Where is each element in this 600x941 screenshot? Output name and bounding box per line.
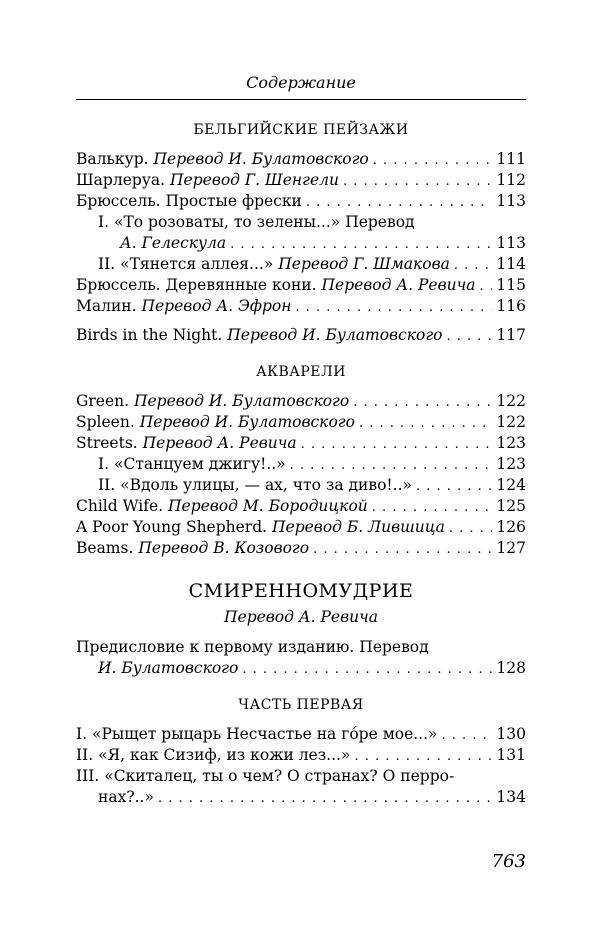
toc-entry[interactable]: [76, 724, 526, 745]
entry-translator: Перевод А. Ревича: [321, 276, 476, 294]
table-of-contents: [76, 120, 526, 808]
leader-dots: [449, 518, 493, 539]
leader-dots: [354, 746, 492, 767]
entry-page: 122: [496, 413, 526, 431]
entry-title: I. «Станцуем джигу!..»: [98, 455, 286, 473]
toc-entry-first-line[interactable]: [76, 766, 526, 787]
running-head: Содержание: [246, 73, 356, 92]
entry-translator: Перевод М. Бородицкой: [168, 497, 368, 515]
toc-entry-first-line[interactable]: [76, 212, 526, 233]
toc-entry[interactable]: [76, 433, 526, 454]
entry-title: Брюссель. Деревянные кони.: [76, 276, 317, 294]
entry-translator: Перевод И. Булатовского: [153, 150, 369, 168]
toc-entry[interactable]: [76, 538, 526, 559]
toc-entry-continuation[interactable]: [76, 787, 526, 808]
section-title-belgian: БЕЛЬГИЙСКИЕ ПЕЙЗАЖИ: [193, 122, 409, 138]
entry-page: 128: [496, 659, 526, 677]
leader-dots: [343, 171, 492, 192]
toc-entry-continuation[interactable]: [76, 658, 526, 679]
entry-translator: Перевод И. Булатовского: [133, 392, 350, 410]
leader-dots: [454, 255, 493, 276]
entry-page: 117: [496, 326, 526, 344]
toc-entry[interactable]: [76, 254, 526, 275]
entry-page: 126: [496, 518, 526, 536]
toc-entry-first-line[interactable]: [76, 637, 526, 658]
entry-page: 130: [496, 725, 526, 743]
leader-dots: [313, 539, 492, 560]
entry-title: II. «Я, как Сизиф, из кожи лез...»: [76, 746, 351, 764]
entry-translator-cont: И. Булатовского: [98, 659, 239, 677]
header-rule: [76, 99, 526, 100]
entry-title-cont: нах?..»: [98, 788, 154, 806]
entry-page: 113: [496, 192, 526, 210]
entry-translator: Перевод И. Булатовского: [227, 326, 443, 344]
entry-title: Малин.: [76, 297, 137, 315]
entry-translator: Перевод В. Козового: [138, 539, 310, 557]
entry-page: 113: [496, 234, 526, 252]
leader-dots: [301, 434, 493, 455]
leader-dots: [290, 455, 493, 476]
entry-page: 112: [496, 171, 526, 189]
entry-title: Шарлеруа.: [76, 171, 166, 189]
entry-page: 116: [496, 297, 526, 315]
entry-translator: Перевод: [359, 638, 429, 656]
entry-translator: Перевод А. Эфрон: [141, 297, 292, 315]
entry-page: 124: [496, 476, 526, 494]
toc-entry[interactable]: [76, 170, 526, 191]
entry-translator: Перевод Б. Лившица: [272, 518, 445, 536]
entry-title: Child Wife.: [76, 497, 164, 515]
leader-dots: [442, 725, 493, 746]
entry-page: 114: [496, 255, 526, 273]
section-title-aquarelles: АКВАРЕЛИ: [256, 364, 346, 380]
toc-entry[interactable]: [76, 412, 526, 433]
entry-page: 134: [496, 788, 526, 806]
entry-page: 115: [496, 276, 526, 294]
entry-title: Birds in the Night.: [76, 326, 223, 344]
entry-translator: Перевод: [345, 213, 415, 231]
entry-title: A Poor Young Shepherd.: [76, 518, 268, 536]
toc-entry[interactable]: [76, 475, 526, 496]
toc-entry[interactable]: [76, 745, 526, 766]
leader-dots: [479, 276, 492, 297]
entry-title: I. «То розоваты, то зелены...»: [98, 213, 341, 231]
entry-title: II. «Вдоль улицы, — ах, что за диво!..»: [98, 476, 412, 494]
toc-entry[interactable]: [76, 325, 526, 346]
leader-dots: [372, 497, 493, 518]
entry-translator-cont: А. Гелескула: [120, 234, 227, 252]
section-title-sagesse: СМИРЕННОМУДРИЕ: [188, 580, 414, 602]
entry-translator: Перевод И. Булатовского: [139, 413, 355, 431]
leader-dots: [295, 297, 492, 318]
entry-title: Валькур.: [76, 150, 149, 168]
entry-page: 127: [496, 539, 526, 557]
entry-title: Beams.: [76, 539, 134, 557]
entry-title: Предисловие к первому изданию.: [76, 638, 355, 656]
toc-entry[interactable]: [76, 391, 526, 412]
part-title: ЧАСТЬ ПЕРВАЯ: [238, 697, 364, 713]
leader-dots: [242, 659, 492, 680]
toc-entry[interactable]: [76, 275, 526, 296]
entry-page: 125: [496, 497, 526, 515]
entry-page: 122: [496, 392, 526, 410]
entry-page: 123: [496, 434, 526, 452]
toc-entry[interactable]: [76, 454, 526, 475]
toc-entry[interactable]: [76, 149, 526, 170]
entry-title: Green.: [76, 392, 130, 410]
entry-title: Брюссель. Простые фрески: [76, 192, 302, 210]
entry-title: Spleen.: [76, 413, 135, 431]
leader-dots: [416, 476, 492, 497]
entry-title: I. «Рыщет рыцарь Несчастье на гóре мое...»: [76, 725, 438, 743]
toc-entry[interactable]: [76, 296, 526, 317]
entry-page: 123: [496, 455, 526, 473]
toc-entry-continuation[interactable]: [76, 233, 526, 254]
section-subtitle-sagesse: Перевод А. Ревича: [224, 608, 378, 626]
entry-page: 111: [496, 150, 526, 168]
entry-translator: Перевод Г. Шенгели: [170, 171, 339, 189]
page-number: 763: [491, 851, 526, 872]
leader-dots: [158, 788, 492, 809]
leader-dots: [359, 413, 492, 434]
book-page: [76, 0, 526, 941]
leader-dots: [353, 392, 492, 413]
leader-dots: [373, 150, 493, 171]
toc-entry[interactable]: [76, 191, 526, 212]
entry-translator: Перевод А. Ревича: [142, 434, 297, 452]
leader-dots: [447, 326, 493, 347]
entry-page: 131: [496, 746, 526, 764]
entry-title: III. «Скиталец, ты о чем? О странах? О перро-: [76, 767, 455, 785]
leader-dots: [306, 192, 493, 213]
entry-translator: Перевод Г. Шмакова: [278, 255, 450, 273]
toc-entry[interactable]: [76, 496, 526, 517]
leader-dots: [230, 234, 492, 255]
toc-entry[interactable]: [76, 517, 526, 538]
entry-title: II. «Тянется аллея...»: [98, 255, 274, 273]
entry-title: Streets.: [76, 434, 138, 452]
